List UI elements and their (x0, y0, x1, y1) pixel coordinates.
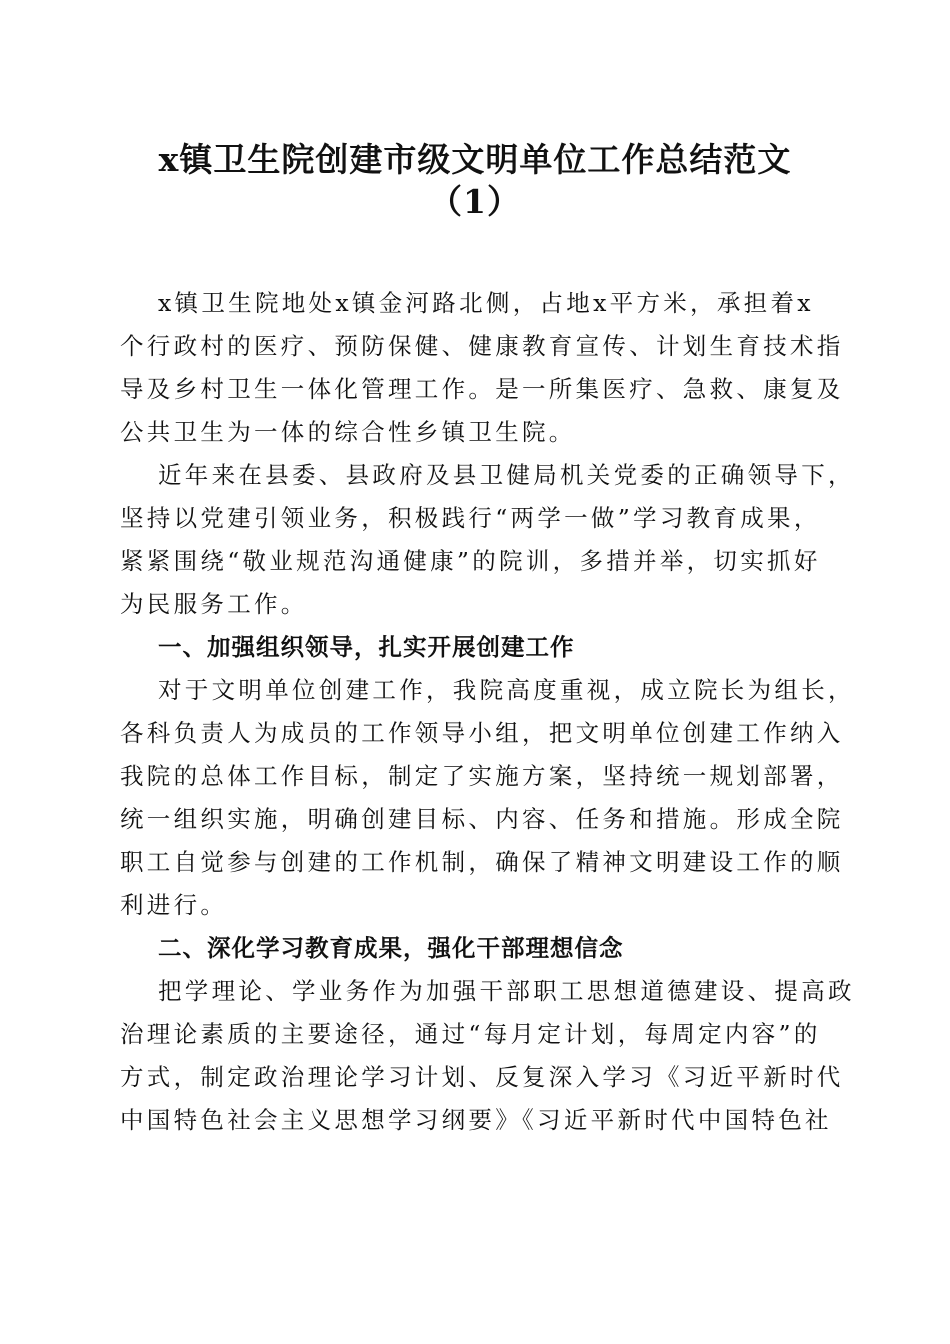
paragraph-2 (120, 454, 855, 626)
document-title: x镇卫生院创建市级文明单位工作总结范文 (158, 140, 792, 179)
paragraph-line: 治理论素质的主要途径，通过“每月定计划，每周定内容”的 (120, 1020, 821, 1048)
paragraph-line: 职工自觉参与创建的工作机制，确保了精神文明建设工作的顺 (120, 848, 844, 876)
paragraph-line: 个行政村的医疗、预防保健、健康教育宣传、计划生育技术指 (120, 332, 844, 360)
paragraph-line: 把学理论、学业务作为加强干部职工思想道德建设、提高政 (158, 977, 855, 1005)
section-heading-1: 一、加强组织领导，扎实开展创建工作 (158, 633, 575, 661)
paragraph-line: x镇卫生院地处x镇金河路北侧，占地x平方米，承担着x (158, 289, 814, 317)
paragraph-line: 近年来在县委、县政府及县卫健局机关党委的正确领导下， (158, 461, 855, 489)
paragraph-line: 公共卫生为一体的综合性乡镇卫生院。 (120, 418, 576, 446)
document-title-number: （1） (429, 182, 521, 221)
paragraph-line: 坚持以党建引领业务，积极践行“两学一做”学习教育成果， (120, 504, 821, 532)
paragraph-line: 我院的总体工作目标，制定了实施方案，坚持统一规划部署， (120, 762, 844, 790)
paragraph-line: 中国特色社会主义思想学习纲要》《习近平新时代中国特色社 (120, 1106, 832, 1134)
paragraph-1 (120, 282, 844, 454)
section-heading-2: 二、深化学习教育成果，强化干部理想信念 (158, 934, 624, 962)
paragraph-line: 对于文明单位创建工作，我院高度重视，成立院长为组长， (158, 676, 855, 704)
paragraph-4 (120, 970, 855, 1142)
paragraph-line: 利进行。 (120, 891, 228, 919)
paragraph-line: 导及乡村卫生一体化管理工作。是一所集医疗、急救、康复及 (120, 375, 844, 403)
document-body (120, 282, 855, 1142)
paragraph-3 (120, 669, 855, 927)
paragraph-line: 各科负责人为成员的工作领导小组，把文明单位创建工作纳入 (120, 719, 844, 747)
paragraph-line: 统一组织实施，明确创建目标、内容、任务和措施。形成全院 (120, 805, 844, 833)
paragraph-line: 紧紧围绕“敬业规范沟通健康”的院训，多措并举，切实抓好 (120, 547, 821, 575)
paragraph-line: 方式，制定政治理论学习计划、反复深入学习《习近平新时代 (120, 1063, 844, 1091)
paragraph-line: 为民服务工作。 (120, 590, 308, 618)
